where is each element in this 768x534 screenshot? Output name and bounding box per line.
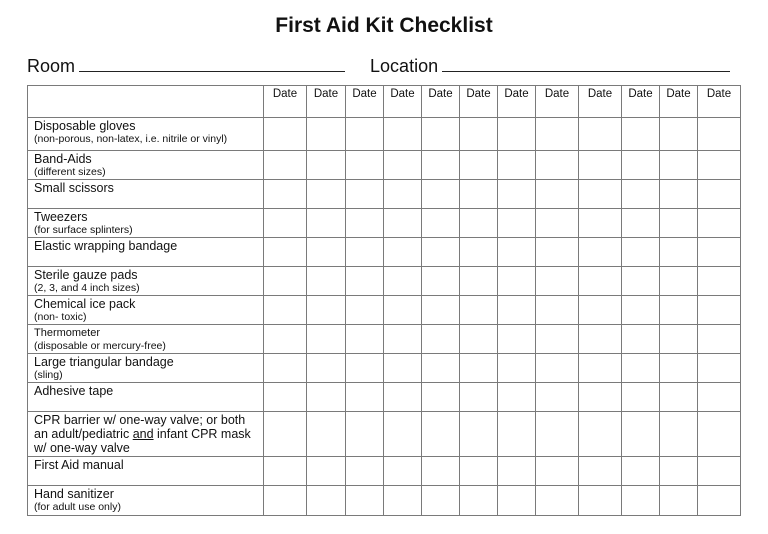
item-name: First Aid manual [34,458,124,472]
date-check-cell[interactable] [536,412,579,457]
date-check-cell[interactable] [422,209,460,238]
date-check-cell[interactable] [422,457,460,486]
date-check-cell[interactable] [660,180,698,209]
table-row [28,486,741,516]
date-check-cell[interactable] [536,151,579,180]
date-check-cell[interactable] [698,209,741,238]
date-check-cell[interactable] [264,486,307,516]
date-check-cell[interactable] [698,325,741,354]
date-check-cell[interactable] [536,486,579,516]
date-check-cell[interactable] [579,118,622,151]
date-check-cell[interactable] [660,267,698,296]
item-note: (non-porous, non-latex, i.e. nitrile or vinyl) [34,133,228,145]
date-check-cell[interactable] [536,383,579,412]
date-check-cell[interactable] [660,354,698,383]
date-column-header: Date [698,86,741,118]
date-check-cell[interactable] [264,412,307,457]
date-check-cell[interactable] [498,118,536,151]
date-column-header: Date [346,86,384,118]
date-check-cell[interactable] [460,457,498,486]
date-check-cell[interactable] [264,238,307,267]
date-check-cell[interactable] [498,296,536,325]
date-check-cell[interactable] [422,118,460,151]
date-check-cell[interactable] [498,412,536,457]
date-check-cell[interactable] [622,209,660,238]
date-check-cell[interactable] [422,325,460,354]
date-check-cell[interactable] [460,383,498,412]
date-check-cell[interactable] [460,354,498,383]
date-check-cell[interactable] [384,267,422,296]
date-check-cell[interactable] [307,296,346,325]
date-check-cell[interactable] [498,180,536,209]
date-check-cell[interactable] [460,412,498,457]
date-check-cell[interactable] [460,325,498,354]
table-row [28,209,741,238]
date-check-cell[interactable] [536,238,579,267]
date-check-cell[interactable] [307,486,346,516]
table-row [28,238,741,267]
date-check-cell[interactable] [460,296,498,325]
item-cell [28,457,264,486]
date-check-cell[interactable] [698,486,741,516]
date-check-cell[interactable] [264,118,307,151]
date-check-cell[interactable] [346,209,384,238]
date-check-cell[interactable] [384,383,422,412]
date-check-cell[interactable] [384,209,422,238]
date-check-cell[interactable] [384,486,422,516]
date-check-cell[interactable] [498,383,536,412]
date-check-cell[interactable] [579,267,622,296]
location-input-line[interactable] [442,55,730,72]
date-column-header: Date [579,86,622,118]
date-check-cell[interactable] [622,457,660,486]
date-check-cell[interactable] [498,238,536,267]
date-check-cell[interactable] [422,180,460,209]
date-check-cell[interactable] [460,118,498,151]
item-cell [28,412,264,457]
date-check-cell[interactable] [660,325,698,354]
date-check-cell[interactable] [307,238,346,267]
date-check-cell[interactable] [422,486,460,516]
date-check-cell[interactable] [622,118,660,151]
item-name: Tweezers [34,210,88,224]
date-check-cell[interactable] [307,267,346,296]
item-column-header [28,86,264,118]
date-check-cell[interactable] [264,180,307,209]
table-row [28,383,741,412]
table-row [28,354,741,383]
date-check-cell[interactable] [346,180,384,209]
date-check-cell[interactable] [660,238,698,267]
date-check-cell[interactable] [698,383,741,412]
date-check-cell[interactable] [422,383,460,412]
item-name: Thermometer [34,327,101,339]
date-check-cell[interactable] [698,267,741,296]
date-check-cell[interactable] [307,209,346,238]
date-check-cell[interactable] [264,151,307,180]
item-name: Chemical ice pack [34,297,136,311]
date-check-cell[interactable] [346,238,384,267]
date-check-cell[interactable] [307,457,346,486]
date-check-cell[interactable] [346,457,384,486]
date-check-cell[interactable] [498,209,536,238]
date-check-cell[interactable] [579,383,622,412]
date-check-cell[interactable] [622,325,660,354]
table-row [28,412,741,457]
date-check-cell[interactable] [307,383,346,412]
date-check-cell[interactable] [384,151,422,180]
date-check-cell[interactable] [307,412,346,457]
table-row [28,151,741,180]
date-check-cell[interactable] [660,209,698,238]
date-column-header: Date [307,86,346,118]
date-check-cell[interactable] [579,486,622,516]
item-note: (sling) [34,369,63,381]
item-name: Elastic wrapping bandage [34,239,178,253]
date-check-cell[interactable] [622,383,660,412]
date-check-cell[interactable] [346,325,384,354]
item-cell [28,118,264,151]
date-check-cell[interactable] [660,151,698,180]
item-cell [28,209,264,238]
date-check-cell[interactable] [460,151,498,180]
date-check-cell[interactable] [422,412,460,457]
header-fields [27,55,739,77]
item-name: Large triangular bandage [34,355,174,369]
date-column-header: Date [622,86,660,118]
item-name-part: infant CPR mask w/ one-way valve [34,427,251,455]
date-check-cell[interactable] [660,457,698,486]
date-check-cell[interactable] [579,412,622,457]
date-check-cell[interactable] [579,325,622,354]
item-name: Band-Aids [34,152,92,166]
date-check-cell[interactable] [698,180,741,209]
date-check-cell[interactable] [536,118,579,151]
item-note: (disposable or mercury-free) [34,340,166,352]
date-check-cell[interactable] [384,238,422,267]
date-check-cell[interactable] [264,383,307,412]
item-cell [28,325,264,354]
date-check-cell[interactable] [698,238,741,267]
date-check-cell[interactable] [498,486,536,516]
item-cell [28,151,264,180]
date-check-cell[interactable] [384,457,422,486]
date-check-cell[interactable] [346,151,384,180]
item-note: (for adult use only) [34,501,121,513]
date-column-header: Date [498,86,536,118]
date-check-cell[interactable] [384,325,422,354]
date-check-cell[interactable] [384,180,422,209]
location-field [370,55,730,77]
date-column-header: Date [422,86,460,118]
date-check-cell[interactable] [536,325,579,354]
item-name: Hand sanitizer [34,487,114,501]
date-check-cell[interactable] [307,118,346,151]
date-check-cell[interactable] [698,151,741,180]
item-name-part: CPR barrier w/ one-way valve; or both an adult/pediatric [34,413,246,441]
date-check-cell[interactable] [660,118,698,151]
date-check-cell[interactable] [579,457,622,486]
date-check-cell[interactable] [460,267,498,296]
date-check-cell[interactable] [264,354,307,383]
item-cell [28,354,264,383]
item-cell [28,238,264,267]
date-check-cell[interactable] [536,180,579,209]
date-check-cell[interactable] [579,354,622,383]
date-check-cell[interactable] [346,412,384,457]
date-check-cell[interactable] [346,118,384,151]
item-name: Small scissors [34,181,114,195]
date-check-cell[interactable] [498,151,536,180]
table-row [28,180,741,209]
item-cell [28,180,264,209]
date-check-cell[interactable] [346,383,384,412]
date-check-cell[interactable] [579,238,622,267]
date-column-header: Date [460,86,498,118]
table-row [28,325,741,354]
date-check-cell[interactable] [622,354,660,383]
date-check-cell[interactable] [622,180,660,209]
date-check-cell[interactable] [460,209,498,238]
item-note: (2, 3, and 4 inch sizes) [34,282,140,294]
date-check-cell[interactable] [622,267,660,296]
date-check-cell[interactable] [536,296,579,325]
date-check-cell[interactable] [422,296,460,325]
date-check-cell[interactable] [422,151,460,180]
date-check-cell[interactable] [460,486,498,516]
date-check-cell[interactable] [264,457,307,486]
date-check-cell[interactable] [622,238,660,267]
date-check-cell[interactable] [307,151,346,180]
item-cell [28,267,264,296]
date-check-cell[interactable] [536,354,579,383]
date-check-cell[interactable] [660,486,698,516]
date-check-cell[interactable] [264,267,307,296]
date-check-cell[interactable] [622,412,660,457]
date-check-cell[interactable] [384,296,422,325]
date-check-cell[interactable] [579,296,622,325]
date-check-cell[interactable] [622,486,660,516]
item-cell [28,486,264,516]
date-check-cell[interactable] [384,354,422,383]
date-check-cell[interactable] [498,457,536,486]
header-row [28,86,741,118]
room-label: Room [27,56,76,76]
date-check-cell[interactable] [579,151,622,180]
date-check-cell[interactable] [264,209,307,238]
item-cell [28,383,264,412]
item-name: Sterile gauze pads [34,268,138,282]
room-field [27,55,345,77]
checklist-table [27,85,741,516]
date-check-cell[interactable] [579,180,622,209]
date-check-cell[interactable] [622,296,660,325]
date-check-cell[interactable] [698,354,741,383]
date-check-cell[interactable] [536,267,579,296]
date-check-cell[interactable] [422,354,460,383]
item-note: (different sizes) [34,166,106,178]
table-row [28,296,741,325]
date-check-cell[interactable] [346,354,384,383]
location-label: Location [370,56,439,76]
date-check-cell[interactable] [460,238,498,267]
date-check-cell[interactable] [307,325,346,354]
date-check-cell[interactable] [498,354,536,383]
page-title: First Aid Kit Checklist [275,14,493,37]
date-check-cell[interactable] [384,118,422,151]
date-check-cell[interactable] [622,151,660,180]
table-row [28,457,741,486]
date-check-cell[interactable] [698,118,741,151]
date-check-cell[interactable] [660,383,698,412]
date-column-header: Date [384,86,422,118]
date-check-cell[interactable] [307,354,346,383]
room-input-line[interactable] [79,55,345,72]
item-name: Adhesive tape [34,384,114,398]
date-check-cell[interactable] [460,180,498,209]
date-check-cell[interactable] [579,209,622,238]
date-check-cell[interactable] [264,296,307,325]
item-name: Disposable gloves [34,119,136,133]
table-row [28,267,741,296]
date-check-cell[interactable] [264,325,307,354]
date-check-cell[interactable] [698,296,741,325]
date-check-cell[interactable] [660,412,698,457]
date-check-cell[interactable] [498,325,536,354]
date-check-cell[interactable] [660,296,698,325]
date-check-cell[interactable] [536,209,579,238]
date-check-cell[interactable] [536,457,579,486]
date-check-cell[interactable] [422,267,460,296]
date-check-cell[interactable] [698,457,741,486]
date-check-cell[interactable] [346,296,384,325]
date-column-header: Date [536,86,579,118]
item-name-emphasis: and [132,427,154,441]
date-check-cell[interactable] [422,238,460,267]
item-cell [28,296,264,325]
table-row [28,118,741,151]
date-check-cell[interactable] [384,412,422,457]
date-column-header: Date [264,86,307,118]
item-note: (for surface splinters) [34,224,133,236]
date-check-cell[interactable] [498,267,536,296]
date-check-cell[interactable] [346,267,384,296]
date-column-header: Date [660,86,698,118]
item-note: (non- toxic) [34,311,87,323]
item-name [34,413,257,455]
date-check-cell[interactable] [698,412,741,457]
date-check-cell[interactable] [307,180,346,209]
date-check-cell[interactable] [346,486,384,516]
